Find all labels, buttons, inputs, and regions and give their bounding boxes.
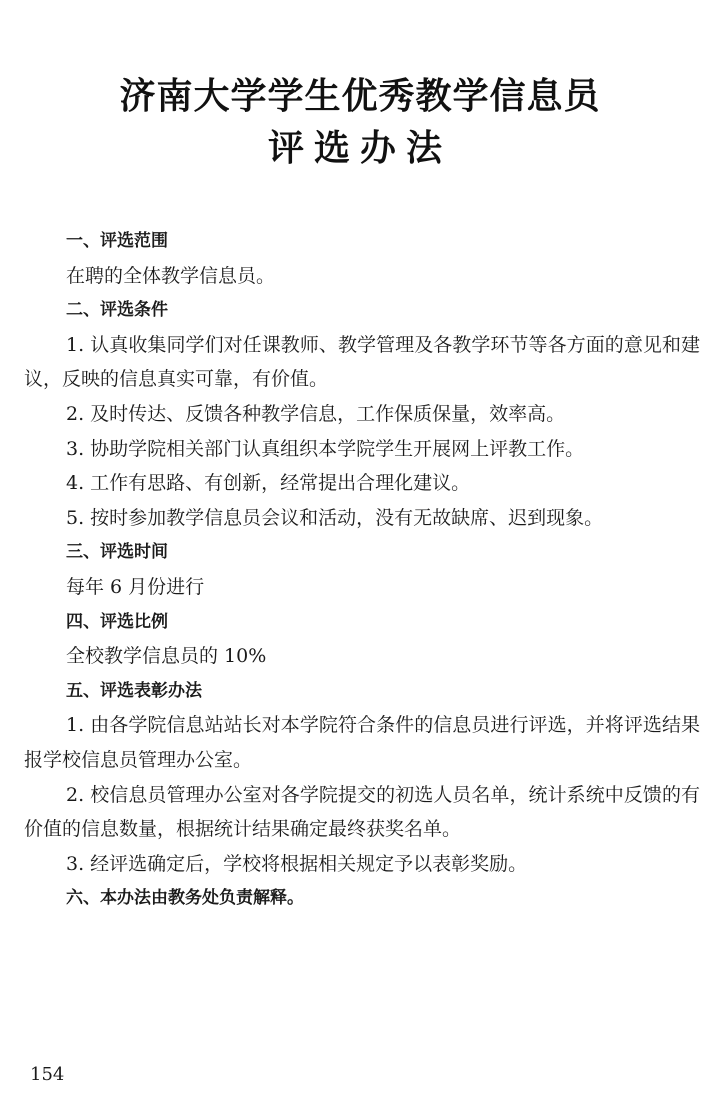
paragraph: 5. 按时参加教学信息员会议和活动，没有无故缺席、迟到现象。 (66, 506, 604, 529)
paragraph: 2. 校信息员管理办公室对各学院提交的初选人员名单，统计系统中反馈的有价值的信息数量，根据统计结果确定最终获奖名单。 (24, 783, 700, 841)
paragraph: 1. 认真收集同学们对任课教师、教学管理及各教学环节等各方面的意见和建议，反映的信息真实可靠，有价值。 (24, 333, 700, 391)
paragraph: 4. 工作有思路、有创新，经常提出合理化建议。 (66, 472, 471, 495)
page-number: 154 (30, 1064, 65, 1085)
section-heading-time: 三、评选时间 (66, 542, 168, 563)
document-subtitle: 评选办法 (267, 127, 452, 169)
paragraph: 3. 协助学院相关部门认真组织本学院学生开展网上评教工作。 (66, 437, 585, 460)
section-heading-award-method: 五、评选表彰办法 (66, 680, 202, 701)
paragraph: 3. 经评选确定后，学校将根据相关规定予以表彰奖励。 (66, 852, 528, 875)
section-heading-ratio: 四、评选比例 (66, 611, 168, 632)
section-heading-conditions: 二、评选条件 (66, 300, 168, 321)
paragraph: 1. 由各学院信息站站长对本学院符合条件的信息员进行评选，并将评选结果报学校信息员管理办公室。 (24, 714, 700, 771)
section-heading-interpretation: 六、本办法由教务处负责解释。 (66, 888, 304, 909)
paragraph: 每年 6 月份进行 (66, 575, 205, 598)
document-body (24, 224, 700, 916)
paragraph: 2. 及时传达、反馈各种教学信息，工作保质保量，效率高。 (66, 402, 566, 425)
document-title: 济南大学学生优秀教学信息员 (119, 75, 601, 117)
section-heading-scope: 一、评选范围 (66, 231, 168, 251)
paragraph: 全校教学信息员的 10% (66, 645, 267, 668)
paragraph: 在聘的全体教学信息员。 (66, 264, 276, 287)
